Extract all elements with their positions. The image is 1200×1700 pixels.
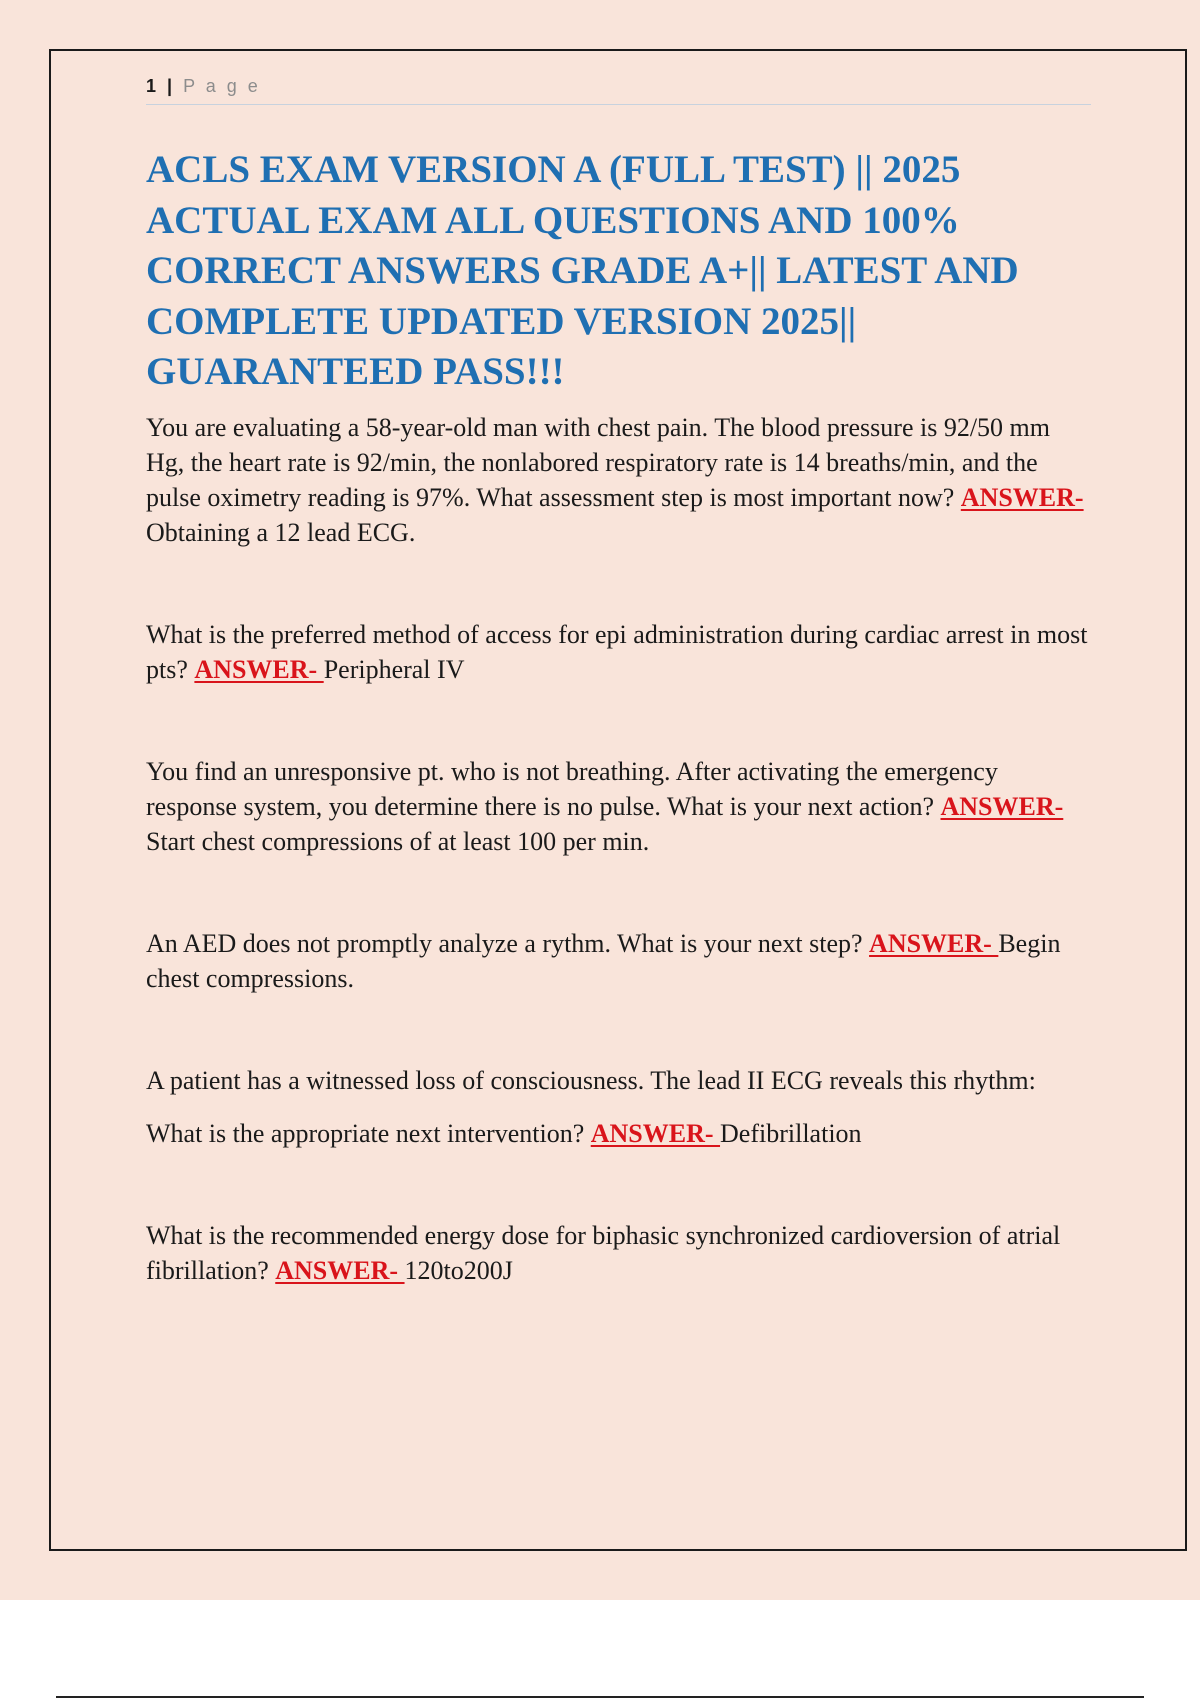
qa-intro: A patient has a witnessed loss of consciousness. The lead II ECG reveals this rhythm:	[146, 1066, 1036, 1095]
page-separator: |	[167, 76, 176, 96]
answer-text: Obtaining a 12 lead ECG.	[146, 518, 416, 547]
answer-label: ANSWER-	[194, 655, 324, 684]
page-label: P a g e	[183, 76, 261, 96]
qa-item	[146, 617, 1091, 687]
question-text: You find an unresponsive pt. who is not breathing. After activating the emergency response system, you determine there is no pulse. What is your next action?	[146, 757, 998, 821]
question-text: What is the preferred method of access for epi administration during cardiac arrest in most pts?	[146, 620, 1088, 684]
answer-label: ANSWER-	[275, 1256, 405, 1285]
answer-label: ANSWER-	[940, 792, 1064, 821]
answer-label: ANSWER-	[590, 1119, 721, 1148]
qa-list	[146, 410, 1091, 1288]
answer-text: Peripheral IV	[323, 655, 465, 684]
qa-item	[146, 754, 1091, 859]
answer-text: 120to200J	[404, 1256, 513, 1285]
page-number: 1	[146, 76, 160, 96]
answer-label: ANSWER-	[869, 929, 999, 958]
question-text: You are evaluating a 58-year-old man with chest pain. The blood pressure is 92/50 mm Hg, the heart rate is 92/min, the nonlabored respiratory rate is 14 breaths/min, and the pulse oximetry reading is 97%. What assessment step is most important now?	[146, 413, 1050, 512]
page-header	[146, 74, 1091, 105]
qa-item	[146, 1116, 1091, 1151]
question-text: What is the appropriate next intervention?	[146, 1119, 591, 1148]
bottom-divider	[56, 1696, 1144, 1698]
answer-text: Defibrillation	[720, 1119, 862, 1148]
answer-text: Begin chest compressions.	[146, 929, 1061, 993]
question-text: An AED does not promptly analyze a rythm. What is your next step?	[146, 929, 870, 958]
qa-item	[146, 926, 1091, 996]
qa-item	[146, 410, 1091, 550]
qa-item	[146, 1218, 1091, 1288]
answer-label: ANSWER-	[960, 483, 1084, 512]
answer-text: Start chest compressions of at least 100 per min.	[146, 827, 650, 856]
question-text: What is the recommended energy dose for biphasic synchronized cardioversion of atrial fibrillation?	[146, 1221, 1061, 1285]
document-title: ACLS EXAM VERSION A (FULL TEST) || 2025 ACTUAL EXAM ALL QUESTIONS AND 100% CORRECT ANSWERS GRADE A+|| LATEST AND COMPLETE UPDATED VERSION 2025|| GUARANTEED PASS!!!	[146, 148, 1019, 393]
